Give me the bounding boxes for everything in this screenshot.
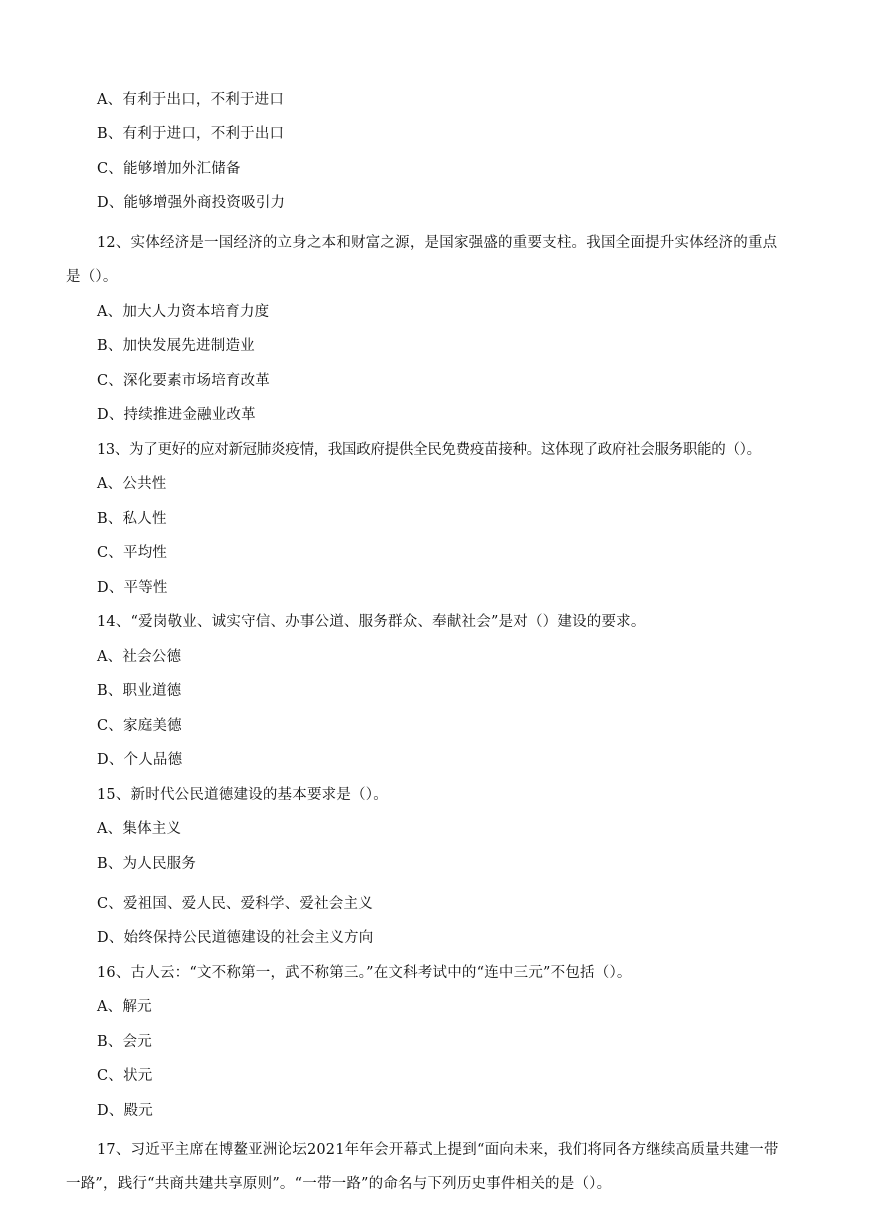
q13-option-c: C、平均性	[97, 545, 168, 561]
q13-option-d: D、平等性	[97, 580, 168, 596]
q15-option-d: D、始终保持公民道德建设的社会主义方向	[97, 930, 374, 946]
q11-option-d: D、能够增强外商投资吸引力	[97, 195, 286, 211]
q11-option-a: A、有利于出口，不利于进口	[97, 92, 285, 108]
q12-option-a: A、加大人力资本培育力度	[97, 304, 270, 320]
q13-option-a: A、公共性	[97, 476, 167, 492]
q17-stem-continued: 一路”，践行“共商共建共享原则”。“一带一路”的命名与下列历史事件相关的是（）。	[66, 1176, 612, 1192]
q14-option-c: C、家庭美德	[97, 718, 182, 734]
q14-option-b: B、职业道德	[97, 683, 182, 699]
q13-stem: 13、为了更好的应对新冠肺炎疫情，我国政府提供全民免费疫苗接种。这体现了政府社会服务职能的（）。	[97, 442, 761, 458]
q14-stem: 14、“爱岗敬业、诚实守信、办事公道、服务群众、奉献社会”是对（）建设的要求。	[97, 614, 646, 630]
q16-stem: 16、古人云：“文不称第一，武不称第三。”在文科考试中的“连中三元”不包括（）。	[97, 965, 632, 981]
q13-option-b: B、私人性	[97, 511, 167, 527]
q12-option-b: B、加快发展先进制造业	[97, 338, 255, 354]
q12-stem-continued: 是（）。	[66, 269, 118, 285]
q16-option-d: D、殿元	[97, 1103, 153, 1119]
q16-option-a: A、解元	[97, 999, 152, 1015]
q15-option-a: A、集体主义	[97, 821, 182, 837]
q14-option-d: D、个人品德	[97, 752, 183, 768]
q15-option-c: C、爱祖国、爱人民、爱科学、爱社会主义	[97, 896, 373, 912]
q11-option-c: C、能够增加外汇储备	[97, 161, 241, 177]
q17-stem: 17、习近平主席在博鳌亚洲论坛2021年年会开幕式上提到“面向未来，我们将同各方继续高质量共建一带	[97, 1142, 779, 1158]
q12-option-d: D、持续推进金融业改革	[97, 407, 256, 423]
q12-option-c: C、深化要素市场培育改革	[97, 373, 270, 389]
q15-option-b: B、为人民服务	[97, 856, 197, 872]
q16-option-b: B、会元	[97, 1034, 152, 1050]
q12-stem: 12、实体经济是一国经济的立身之本和财富之源，是国家强盛的重要支柱。我国全面提升实体经济的重点	[97, 235, 778, 251]
q14-option-a: A、社会公德	[97, 649, 182, 665]
q16-option-c: C、状元	[97, 1068, 153, 1084]
q15-stem: 15、新时代公民道德建设的基本要求是（）。	[97, 787, 388, 803]
q11-option-b: B、有利于进口，不利于出口	[97, 126, 285, 142]
